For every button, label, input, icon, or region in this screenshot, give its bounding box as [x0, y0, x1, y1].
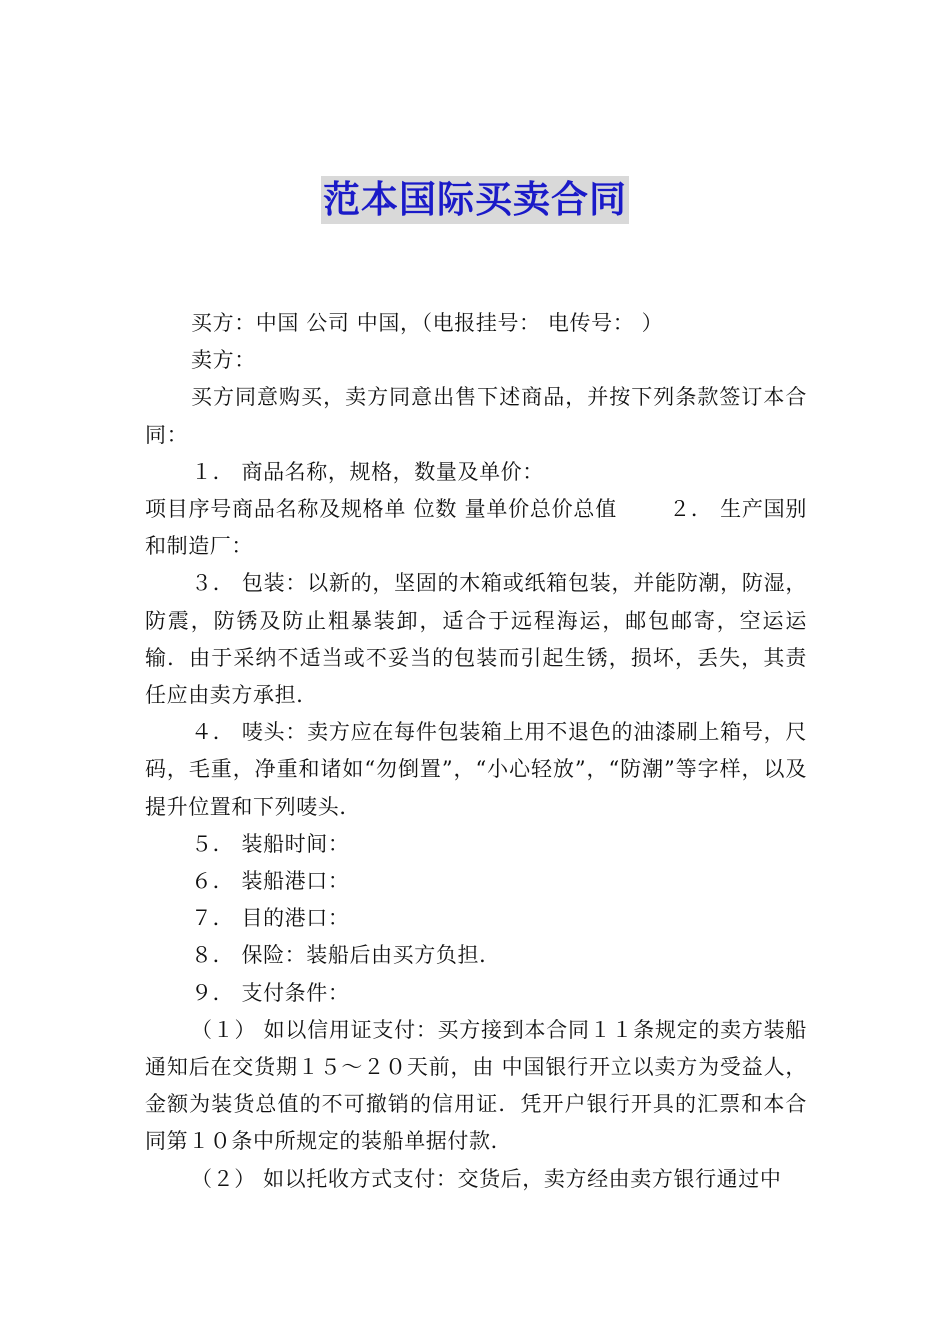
clause-3-packing: ３． 包装：以新的，坚固的木箱或纸箱包装，并能防潮，防湿，防震，防锈及防止粗暴装卸，适合于远程海运，邮包邮寄，空运运输．由于采纳不适当或不妥当的包装而引起生锈，损坏，丢失，其责任应由卖方承担．: [145, 571, 807, 708]
agreement-paragraph: 买方同意购买，卖方同意出售下述商品，并按下列条款签订本合同：: [145, 385, 807, 447]
item-table-header: 项目序号商品名称及规格单 位数 量单价总价总值: [145, 497, 617, 522]
clause-1-commodity: １． 商品名称，规格，数量及单价：: [191, 459, 544, 484]
clause-2-origin: ２． 生产国别和制造厂：: [145, 497, 808, 559]
title-block: [0, 176, 950, 224]
payment-letter-of-credit: （１） 如以信用证支付：买方接到本合同１１条规定的卖方装船通知后在交货期１５～２０天前，由 中国银行开立以卖方为受益人，金额为装货总值的不可撤销的信用证．凭开户银行开具的汇票和本合同第１０条中所规定的装船单据付款．: [145, 1017, 807, 1154]
document-title: 范本国际买卖合同: [321, 176, 629, 224]
clause-5-shipment-time: ５． 装船时间：: [191, 831, 350, 856]
document-body: [145, 305, 807, 1198]
item-table-header-and-clause-2: [145, 491, 807, 565]
clause-6-loading-port: ６． 装船港口：: [191, 869, 350, 894]
clause-7-destination-port: ７． 目的港口：: [191, 906, 350, 931]
clause-9-payment: ９． 支付条件：: [191, 980, 350, 1005]
clause-4-shipping-marks: ４． 唛头：卖方应在每件包装箱上用不退色的油漆刷上箱号，尺码，毛重，净重和诸如“勿倒置”，“小心轻放”，“防潮”等字样，以及提升位置和下列唛头．: [145, 720, 807, 819]
seller-line: 卖方：: [191, 348, 256, 373]
buyer-line: 买方：中国 公司 中国，（电报挂号： 电传号： ）: [191, 311, 664, 335]
clause-8-insurance: ８． 保险：装船后由买方负担．: [191, 943, 501, 968]
payment-collection: （２） 如以托收方式支付：交货后，卖方经由卖方银行通过中: [191, 1166, 782, 1191]
